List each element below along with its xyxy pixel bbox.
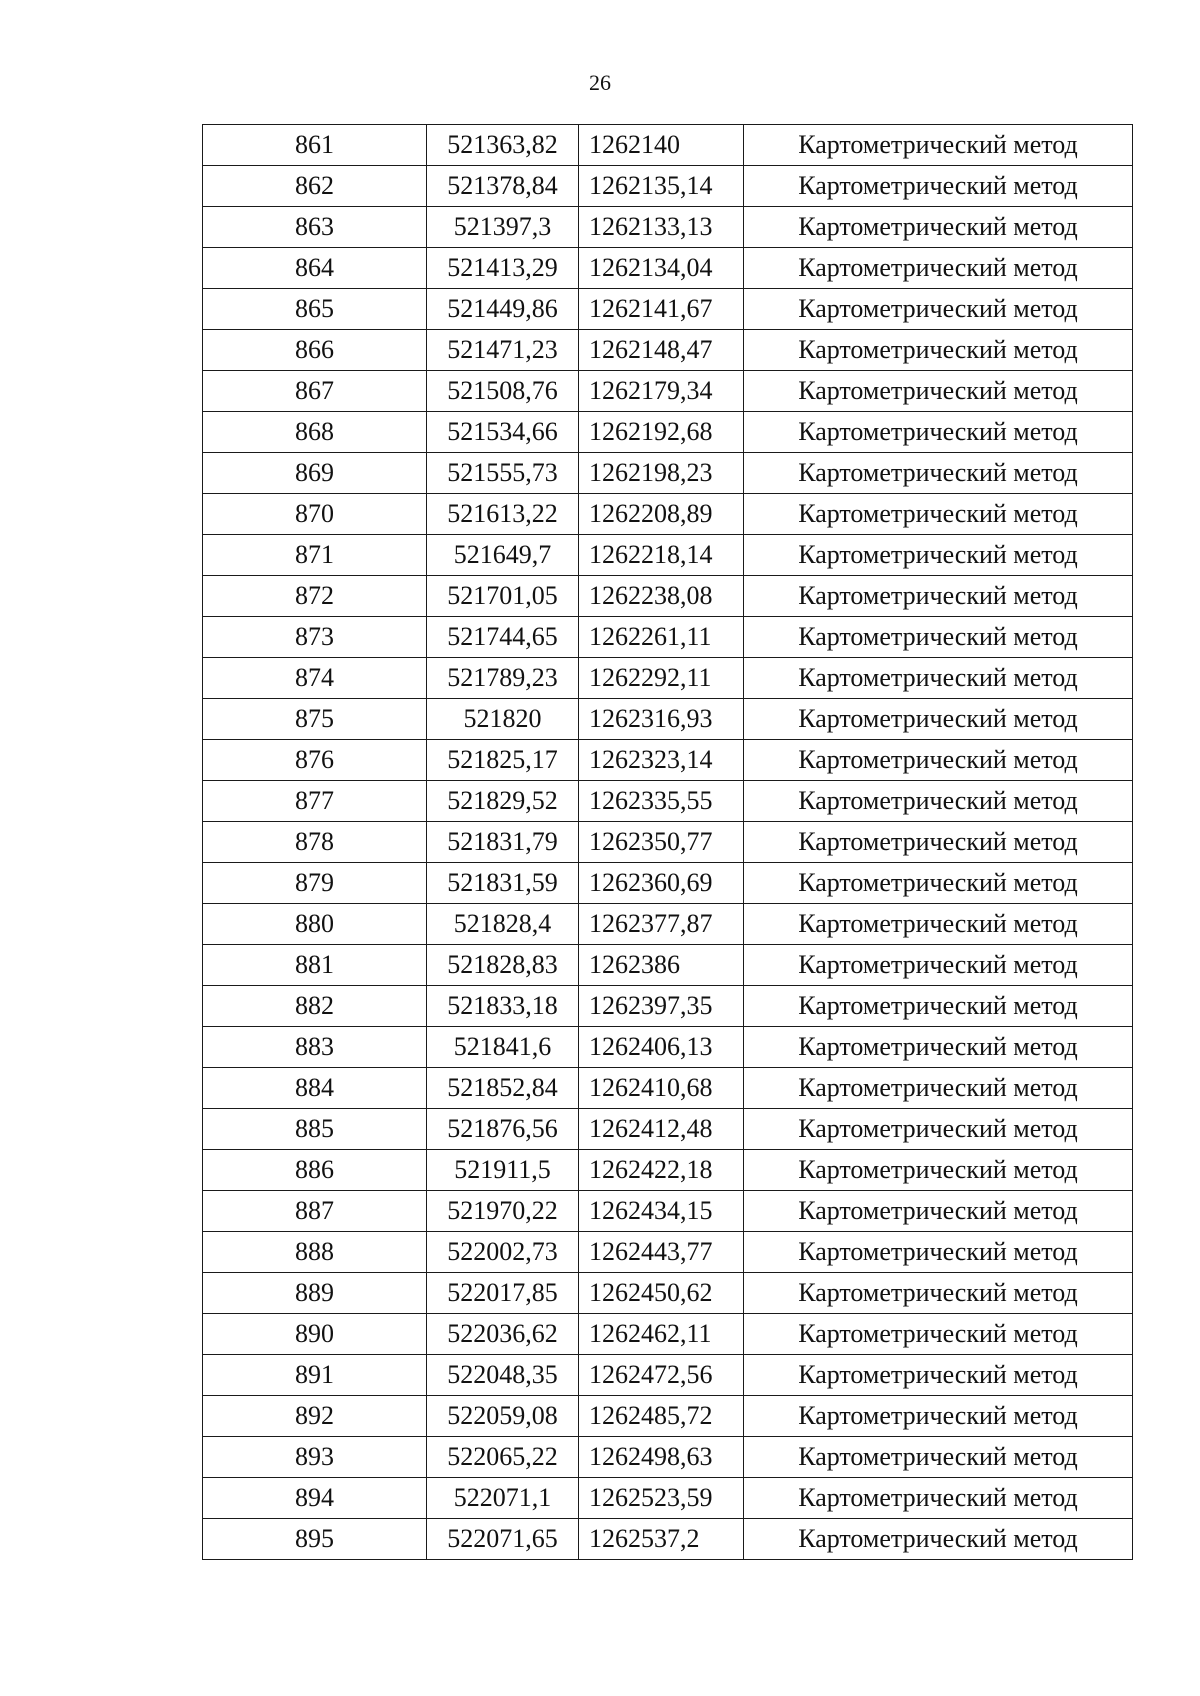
y-coordinate-cell: 1262410,68 bbox=[579, 1068, 744, 1109]
point-number-cell: 868 bbox=[203, 412, 427, 453]
point-number-cell: 884 bbox=[203, 1068, 427, 1109]
point-number-cell: 863 bbox=[203, 207, 427, 248]
method-cell: Картометрический метод bbox=[744, 945, 1133, 986]
table-row bbox=[203, 1273, 1133, 1314]
x-coordinate-cell: 522048,35 bbox=[427, 1355, 579, 1396]
point-number-cell: 895 bbox=[203, 1519, 427, 1560]
y-coordinate-cell: 1262134,04 bbox=[579, 248, 744, 289]
y-coordinate-cell: 1262485,72 bbox=[579, 1396, 744, 1437]
x-coordinate-cell: 521508,76 bbox=[427, 371, 579, 412]
x-coordinate-cell: 522017,85 bbox=[427, 1273, 579, 1314]
method-cell: Картометрический метод bbox=[744, 1232, 1133, 1273]
method-cell: Картометрический метод bbox=[744, 1150, 1133, 1191]
point-number-cell: 874 bbox=[203, 658, 427, 699]
y-coordinate-cell: 1262537,2 bbox=[579, 1519, 744, 1560]
page-number: 26 bbox=[589, 70, 611, 95]
point-number-cell: 870 bbox=[203, 494, 427, 535]
table-row bbox=[203, 1355, 1133, 1396]
x-coordinate-cell: 521789,23 bbox=[427, 658, 579, 699]
table-row bbox=[203, 248, 1133, 289]
point-number-cell: 888 bbox=[203, 1232, 427, 1273]
table-row bbox=[203, 1109, 1133, 1150]
x-coordinate-cell: 521911,5 bbox=[427, 1150, 579, 1191]
x-coordinate-cell: 521397,3 bbox=[427, 207, 579, 248]
y-coordinate-cell: 1262472,56 bbox=[579, 1355, 744, 1396]
point-number-cell: 877 bbox=[203, 781, 427, 822]
method-cell: Картометрический метод bbox=[744, 125, 1133, 166]
point-number-cell: 886 bbox=[203, 1150, 427, 1191]
x-coordinate-cell: 521744,65 bbox=[427, 617, 579, 658]
method-cell: Картометрический метод bbox=[744, 289, 1133, 330]
method-cell: Картометрический метод bbox=[744, 1396, 1133, 1437]
point-number-cell: 892 bbox=[203, 1396, 427, 1437]
table-row bbox=[203, 986, 1133, 1027]
table-row bbox=[203, 576, 1133, 617]
x-coordinate-cell: 522065,22 bbox=[427, 1437, 579, 1478]
method-cell: Картометрический метод bbox=[744, 535, 1133, 576]
x-coordinate-cell: 521970,22 bbox=[427, 1191, 579, 1232]
point-number-cell: 887 bbox=[203, 1191, 427, 1232]
y-coordinate-cell: 1262192,68 bbox=[579, 412, 744, 453]
x-coordinate-cell: 521876,56 bbox=[427, 1109, 579, 1150]
x-coordinate-cell: 522071,1 bbox=[427, 1478, 579, 1519]
table-row bbox=[203, 904, 1133, 945]
method-cell: Картометрический метод bbox=[744, 371, 1133, 412]
method-cell: Картометрический метод bbox=[744, 986, 1133, 1027]
x-coordinate-cell: 521831,59 bbox=[427, 863, 579, 904]
table-row bbox=[203, 617, 1133, 658]
point-number-cell: 861 bbox=[203, 125, 427, 166]
y-coordinate-cell: 1262450,62 bbox=[579, 1273, 744, 1314]
y-coordinate-cell: 1262386 bbox=[579, 945, 744, 986]
y-coordinate-cell: 1262498,63 bbox=[579, 1437, 744, 1478]
table-row bbox=[203, 166, 1133, 207]
table-row bbox=[203, 822, 1133, 863]
x-coordinate-cell: 521701,05 bbox=[427, 576, 579, 617]
table-row bbox=[203, 1232, 1133, 1273]
x-coordinate-cell: 521833,18 bbox=[427, 986, 579, 1027]
y-coordinate-cell: 1262335,55 bbox=[579, 781, 744, 822]
x-coordinate-cell: 522071,65 bbox=[427, 1519, 579, 1560]
y-coordinate-cell: 1262198,23 bbox=[579, 453, 744, 494]
method-cell: Картометрический метод bbox=[744, 617, 1133, 658]
table-row bbox=[203, 945, 1133, 986]
method-cell: Картометрический метод bbox=[744, 904, 1133, 945]
method-cell: Картометрический метод bbox=[744, 1109, 1133, 1150]
point-number-cell: 865 bbox=[203, 289, 427, 330]
y-coordinate-cell: 1262422,18 bbox=[579, 1150, 744, 1191]
x-coordinate-cell: 521413,29 bbox=[427, 248, 579, 289]
x-coordinate-cell: 521378,84 bbox=[427, 166, 579, 207]
x-coordinate-cell: 521828,83 bbox=[427, 945, 579, 986]
method-cell: Картометрический метод bbox=[744, 822, 1133, 863]
x-coordinate-cell: 522036,62 bbox=[427, 1314, 579, 1355]
method-cell: Картометрический метод bbox=[744, 248, 1133, 289]
y-coordinate-cell: 1262133,13 bbox=[579, 207, 744, 248]
point-number-cell: 883 bbox=[203, 1027, 427, 1068]
method-cell: Картометрический метод bbox=[744, 207, 1133, 248]
table-row bbox=[203, 781, 1133, 822]
method-cell: Картометрический метод bbox=[744, 1519, 1133, 1560]
y-coordinate-cell: 1262350,77 bbox=[579, 822, 744, 863]
x-coordinate-cell: 521363,82 bbox=[427, 125, 579, 166]
point-number-cell: 879 bbox=[203, 863, 427, 904]
y-coordinate-cell: 1262141,67 bbox=[579, 289, 744, 330]
x-coordinate-cell: 521534,66 bbox=[427, 412, 579, 453]
y-coordinate-cell: 1262412,48 bbox=[579, 1109, 744, 1150]
point-number-cell: 880 bbox=[203, 904, 427, 945]
method-cell: Картометрический метод bbox=[744, 699, 1133, 740]
x-coordinate-cell: 521649,7 bbox=[427, 535, 579, 576]
y-coordinate-cell: 1262218,14 bbox=[579, 535, 744, 576]
table-row bbox=[203, 1027, 1133, 1068]
x-coordinate-cell: 522059,08 bbox=[427, 1396, 579, 1437]
table-row bbox=[203, 1068, 1133, 1109]
method-cell: Картометрический метод bbox=[744, 1027, 1133, 1068]
y-coordinate-cell: 1262443,77 bbox=[579, 1232, 744, 1273]
table-row bbox=[203, 740, 1133, 781]
method-cell: Картометрический метод bbox=[744, 494, 1133, 535]
x-coordinate-cell: 521613,22 bbox=[427, 494, 579, 535]
x-coordinate-cell: 521828,4 bbox=[427, 904, 579, 945]
point-number-cell: 882 bbox=[203, 986, 427, 1027]
method-cell: Картометрический метод bbox=[744, 576, 1133, 617]
method-cell: Картометрический метод bbox=[744, 1273, 1133, 1314]
table-row bbox=[203, 1314, 1133, 1355]
x-coordinate-cell: 521449,86 bbox=[427, 289, 579, 330]
table-row bbox=[203, 699, 1133, 740]
y-coordinate-cell: 1262208,89 bbox=[579, 494, 744, 535]
method-cell: Картометрический метод bbox=[744, 330, 1133, 371]
table-row bbox=[203, 494, 1133, 535]
method-cell: Картометрический метод bbox=[744, 412, 1133, 453]
y-coordinate-cell: 1262261,11 bbox=[579, 617, 744, 658]
point-number-cell: 871 bbox=[203, 535, 427, 576]
table-row bbox=[203, 658, 1133, 699]
x-coordinate-cell: 521555,73 bbox=[427, 453, 579, 494]
point-number-cell: 873 bbox=[203, 617, 427, 658]
method-cell: Картометрический метод bbox=[744, 1068, 1133, 1109]
table-row bbox=[203, 1437, 1133, 1478]
table-row bbox=[203, 1191, 1133, 1232]
y-coordinate-cell: 1262140 bbox=[579, 125, 744, 166]
y-coordinate-cell: 1262179,34 bbox=[579, 371, 744, 412]
table-row bbox=[203, 207, 1133, 248]
table-row bbox=[203, 1478, 1133, 1519]
table-row bbox=[203, 453, 1133, 494]
y-coordinate-cell: 1262292,11 bbox=[579, 658, 744, 699]
table-row bbox=[203, 330, 1133, 371]
y-coordinate-cell: 1262148,47 bbox=[579, 330, 744, 371]
point-number-cell: 878 bbox=[203, 822, 427, 863]
point-number-cell: 875 bbox=[203, 699, 427, 740]
y-coordinate-cell: 1262523,59 bbox=[579, 1478, 744, 1519]
table-row bbox=[203, 863, 1133, 904]
table-row bbox=[203, 289, 1133, 330]
y-coordinate-cell: 1262316,93 bbox=[579, 699, 744, 740]
point-number-cell: 867 bbox=[203, 371, 427, 412]
y-coordinate-cell: 1262434,15 bbox=[579, 1191, 744, 1232]
y-coordinate-cell: 1262377,87 bbox=[579, 904, 744, 945]
point-number-cell: 872 bbox=[203, 576, 427, 617]
method-cell: Картометрический метод bbox=[744, 1314, 1133, 1355]
point-number-cell: 889 bbox=[203, 1273, 427, 1314]
table-row bbox=[203, 371, 1133, 412]
table-row bbox=[203, 412, 1133, 453]
x-coordinate-cell: 521841,6 bbox=[427, 1027, 579, 1068]
x-coordinate-cell: 521852,84 bbox=[427, 1068, 579, 1109]
coordinates-table bbox=[202, 124, 1133, 1560]
point-number-cell: 894 bbox=[203, 1478, 427, 1519]
y-coordinate-cell: 1262406,13 bbox=[579, 1027, 744, 1068]
table-body bbox=[203, 125, 1133, 1560]
table-row bbox=[203, 125, 1133, 166]
method-cell: Картометрический метод bbox=[744, 740, 1133, 781]
point-number-cell: 893 bbox=[203, 1437, 427, 1478]
point-number-cell: 885 bbox=[203, 1109, 427, 1150]
method-cell: Картометрический метод bbox=[744, 166, 1133, 207]
point-number-cell: 862 bbox=[203, 166, 427, 207]
x-coordinate-cell: 521820 bbox=[427, 699, 579, 740]
y-coordinate-cell: 1262135,14 bbox=[579, 166, 744, 207]
method-cell: Картометрический метод bbox=[744, 453, 1133, 494]
x-coordinate-cell: 521825,17 bbox=[427, 740, 579, 781]
table-row bbox=[203, 1519, 1133, 1560]
method-cell: Картометрический метод bbox=[744, 658, 1133, 699]
method-cell: Картометрический метод bbox=[744, 1437, 1133, 1478]
point-number-cell: 876 bbox=[203, 740, 427, 781]
x-coordinate-cell: 521829,52 bbox=[427, 781, 579, 822]
point-number-cell: 891 bbox=[203, 1355, 427, 1396]
x-coordinate-cell: 521471,23 bbox=[427, 330, 579, 371]
method-cell: Картометрический метод bbox=[744, 863, 1133, 904]
point-number-cell: 866 bbox=[203, 330, 427, 371]
x-coordinate-cell: 521831,79 bbox=[427, 822, 579, 863]
point-number-cell: 890 bbox=[203, 1314, 427, 1355]
table-row bbox=[203, 1150, 1133, 1191]
y-coordinate-cell: 1262360,69 bbox=[579, 863, 744, 904]
point-number-cell: 869 bbox=[203, 453, 427, 494]
table-row bbox=[203, 535, 1133, 576]
y-coordinate-cell: 1262238,08 bbox=[579, 576, 744, 617]
point-number-cell: 864 bbox=[203, 248, 427, 289]
point-number-cell: 881 bbox=[203, 945, 427, 986]
y-coordinate-cell: 1262323,14 bbox=[579, 740, 744, 781]
method-cell: Картометрический метод bbox=[744, 781, 1133, 822]
method-cell: Картометрический метод bbox=[744, 1355, 1133, 1396]
y-coordinate-cell: 1262462,11 bbox=[579, 1314, 744, 1355]
method-cell: Картометрический метод bbox=[744, 1191, 1133, 1232]
table-row bbox=[203, 1396, 1133, 1437]
method-cell: Картометрический метод bbox=[744, 1478, 1133, 1519]
x-coordinate-cell: 522002,73 bbox=[427, 1232, 579, 1273]
y-coordinate-cell: 1262397,35 bbox=[579, 986, 744, 1027]
